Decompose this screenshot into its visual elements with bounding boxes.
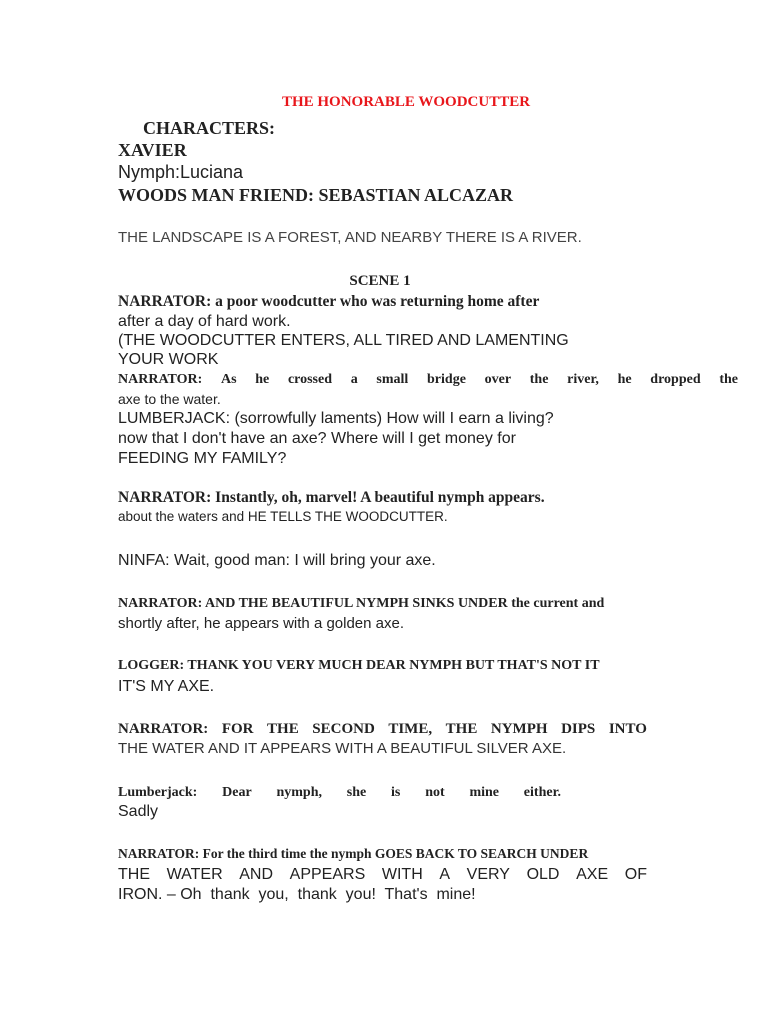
line-8: now that I don't have an axe? Where will I get money for	[118, 430, 516, 447]
line-text: a poor woodcutter who was returning home after	[215, 293, 540, 310]
document-title: THE HONORABLE WOODCUTTER	[281, 94, 531, 110]
word: OF	[624, 866, 647, 883]
narrator-line-1	[118, 293, 539, 311]
word: is	[391, 785, 401, 800]
line-4: YOUR WORK	[118, 351, 219, 368]
word: a	[350, 372, 358, 387]
word: A	[439, 866, 451, 883]
word: crossed	[287, 372, 333, 387]
word: she	[346, 785, 367, 800]
word: As	[220, 372, 237, 387]
word: THE	[267, 721, 299, 737]
word: NARRATOR:	[118, 372, 203, 387]
line-text: NARRATOR: AND THE BEAUTIFUL NYMPH SINKS UNDER	[118, 596, 508, 611]
word: the	[529, 372, 549, 387]
character-nymph: Nymph:Luciana	[118, 162, 244, 182]
line-12: NINFA: Wait, good man: I will bring your axe.	[118, 552, 436, 569]
word: bridge	[427, 372, 466, 387]
word: WITH	[381, 866, 423, 883]
line-18: THE WATER AND IT APPEARS WITH A BEAUTIFUL SILVER AXE.	[118, 740, 567, 757]
word: SECOND	[312, 721, 375, 737]
word: INTO	[608, 721, 647, 737]
character-xavier: XAVIER	[118, 140, 187, 160]
word: APPEARS	[289, 866, 366, 883]
word: either.	[523, 785, 561, 800]
line-15: LOGGER: THANK YOU VERY MUCH DEAR NYMPH BUT THAT'S NOT IT	[118, 658, 600, 673]
line-9: FEEDING MY FAMILY?	[118, 450, 287, 467]
word: DIPS	[561, 721, 596, 737]
line-21	[118, 846, 588, 862]
speaker-label: NARRATOR:	[118, 293, 212, 310]
character-friend: WOODS MAN FRIEND: SEBASTIAN ALCAZAR	[118, 185, 514, 205]
word: dropped	[650, 372, 701, 387]
word: river,	[567, 372, 599, 387]
narrator-line-5	[118, 372, 738, 388]
word: TIME,	[388, 721, 433, 737]
landscape-line: THE LANDSCAPE IS A FOREST, AND NEARBY THERE IS A RIVER.	[118, 229, 582, 246]
line-16: IT'S MY AXE.	[118, 678, 215, 695]
line-20: Sadly	[118, 803, 159, 820]
line-17	[118, 721, 647, 738]
line-3: (THE WOODCUTTER ENTERS, ALL TIRED AND LAMENTING	[118, 332, 569, 349]
word: NARRATOR:	[118, 721, 209, 737]
line-11: about the waters and HE TELLS THE WOODCUTTER.	[118, 509, 448, 524]
word: small	[376, 372, 409, 387]
line-14: shortly after, he appears with a golden axe.	[118, 615, 405, 632]
word: not	[425, 785, 445, 800]
word: over	[484, 372, 512, 387]
characters-heading-line	[143, 118, 275, 139]
word: Dear	[222, 785, 252, 800]
word: VERY	[466, 866, 510, 883]
word: FOR	[221, 721, 254, 737]
word: NYMPH	[490, 721, 548, 737]
word: nymph,	[276, 785, 322, 800]
word: mine	[469, 785, 499, 800]
word: AND	[239, 866, 274, 883]
line-23: IRON. – Oh thank you, thank you! That's mine!	[118, 886, 476, 903]
word: OLD	[526, 866, 560, 883]
word: the	[719, 372, 738, 387]
word: Lumberjack:	[118, 785, 198, 800]
line-6: axe to the water.	[118, 391, 221, 407]
line-text: For the third time the nymph	[202, 846, 372, 861]
line-22	[118, 866, 647, 884]
characters-heading: CHARACTERS:	[143, 118, 276, 138]
scene-heading: SCENE 1	[349, 273, 411, 289]
word: AXE	[576, 866, 609, 883]
word: he	[255, 372, 270, 387]
line-2: after a day of hard work.	[118, 313, 291, 330]
line-10: NARRATOR: Instantly, oh, marvel! A beautiful nymph appears.	[118, 489, 545, 506]
word: WATER	[166, 866, 223, 883]
word: he	[617, 372, 632, 387]
word: THE	[445, 721, 478, 737]
line-text: the current and	[511, 596, 605, 611]
line-19	[118, 785, 561, 801]
line-text: GOES BACK TO SEARCH UNDER	[374, 846, 589, 861]
line-13	[118, 596, 604, 612]
line-7: LUMBERJACK: (sorrowfully laments) How will I earn a living?	[118, 410, 554, 427]
speaker-label: NARRATOR:	[118, 846, 200, 861]
word: THE	[118, 866, 150, 883]
